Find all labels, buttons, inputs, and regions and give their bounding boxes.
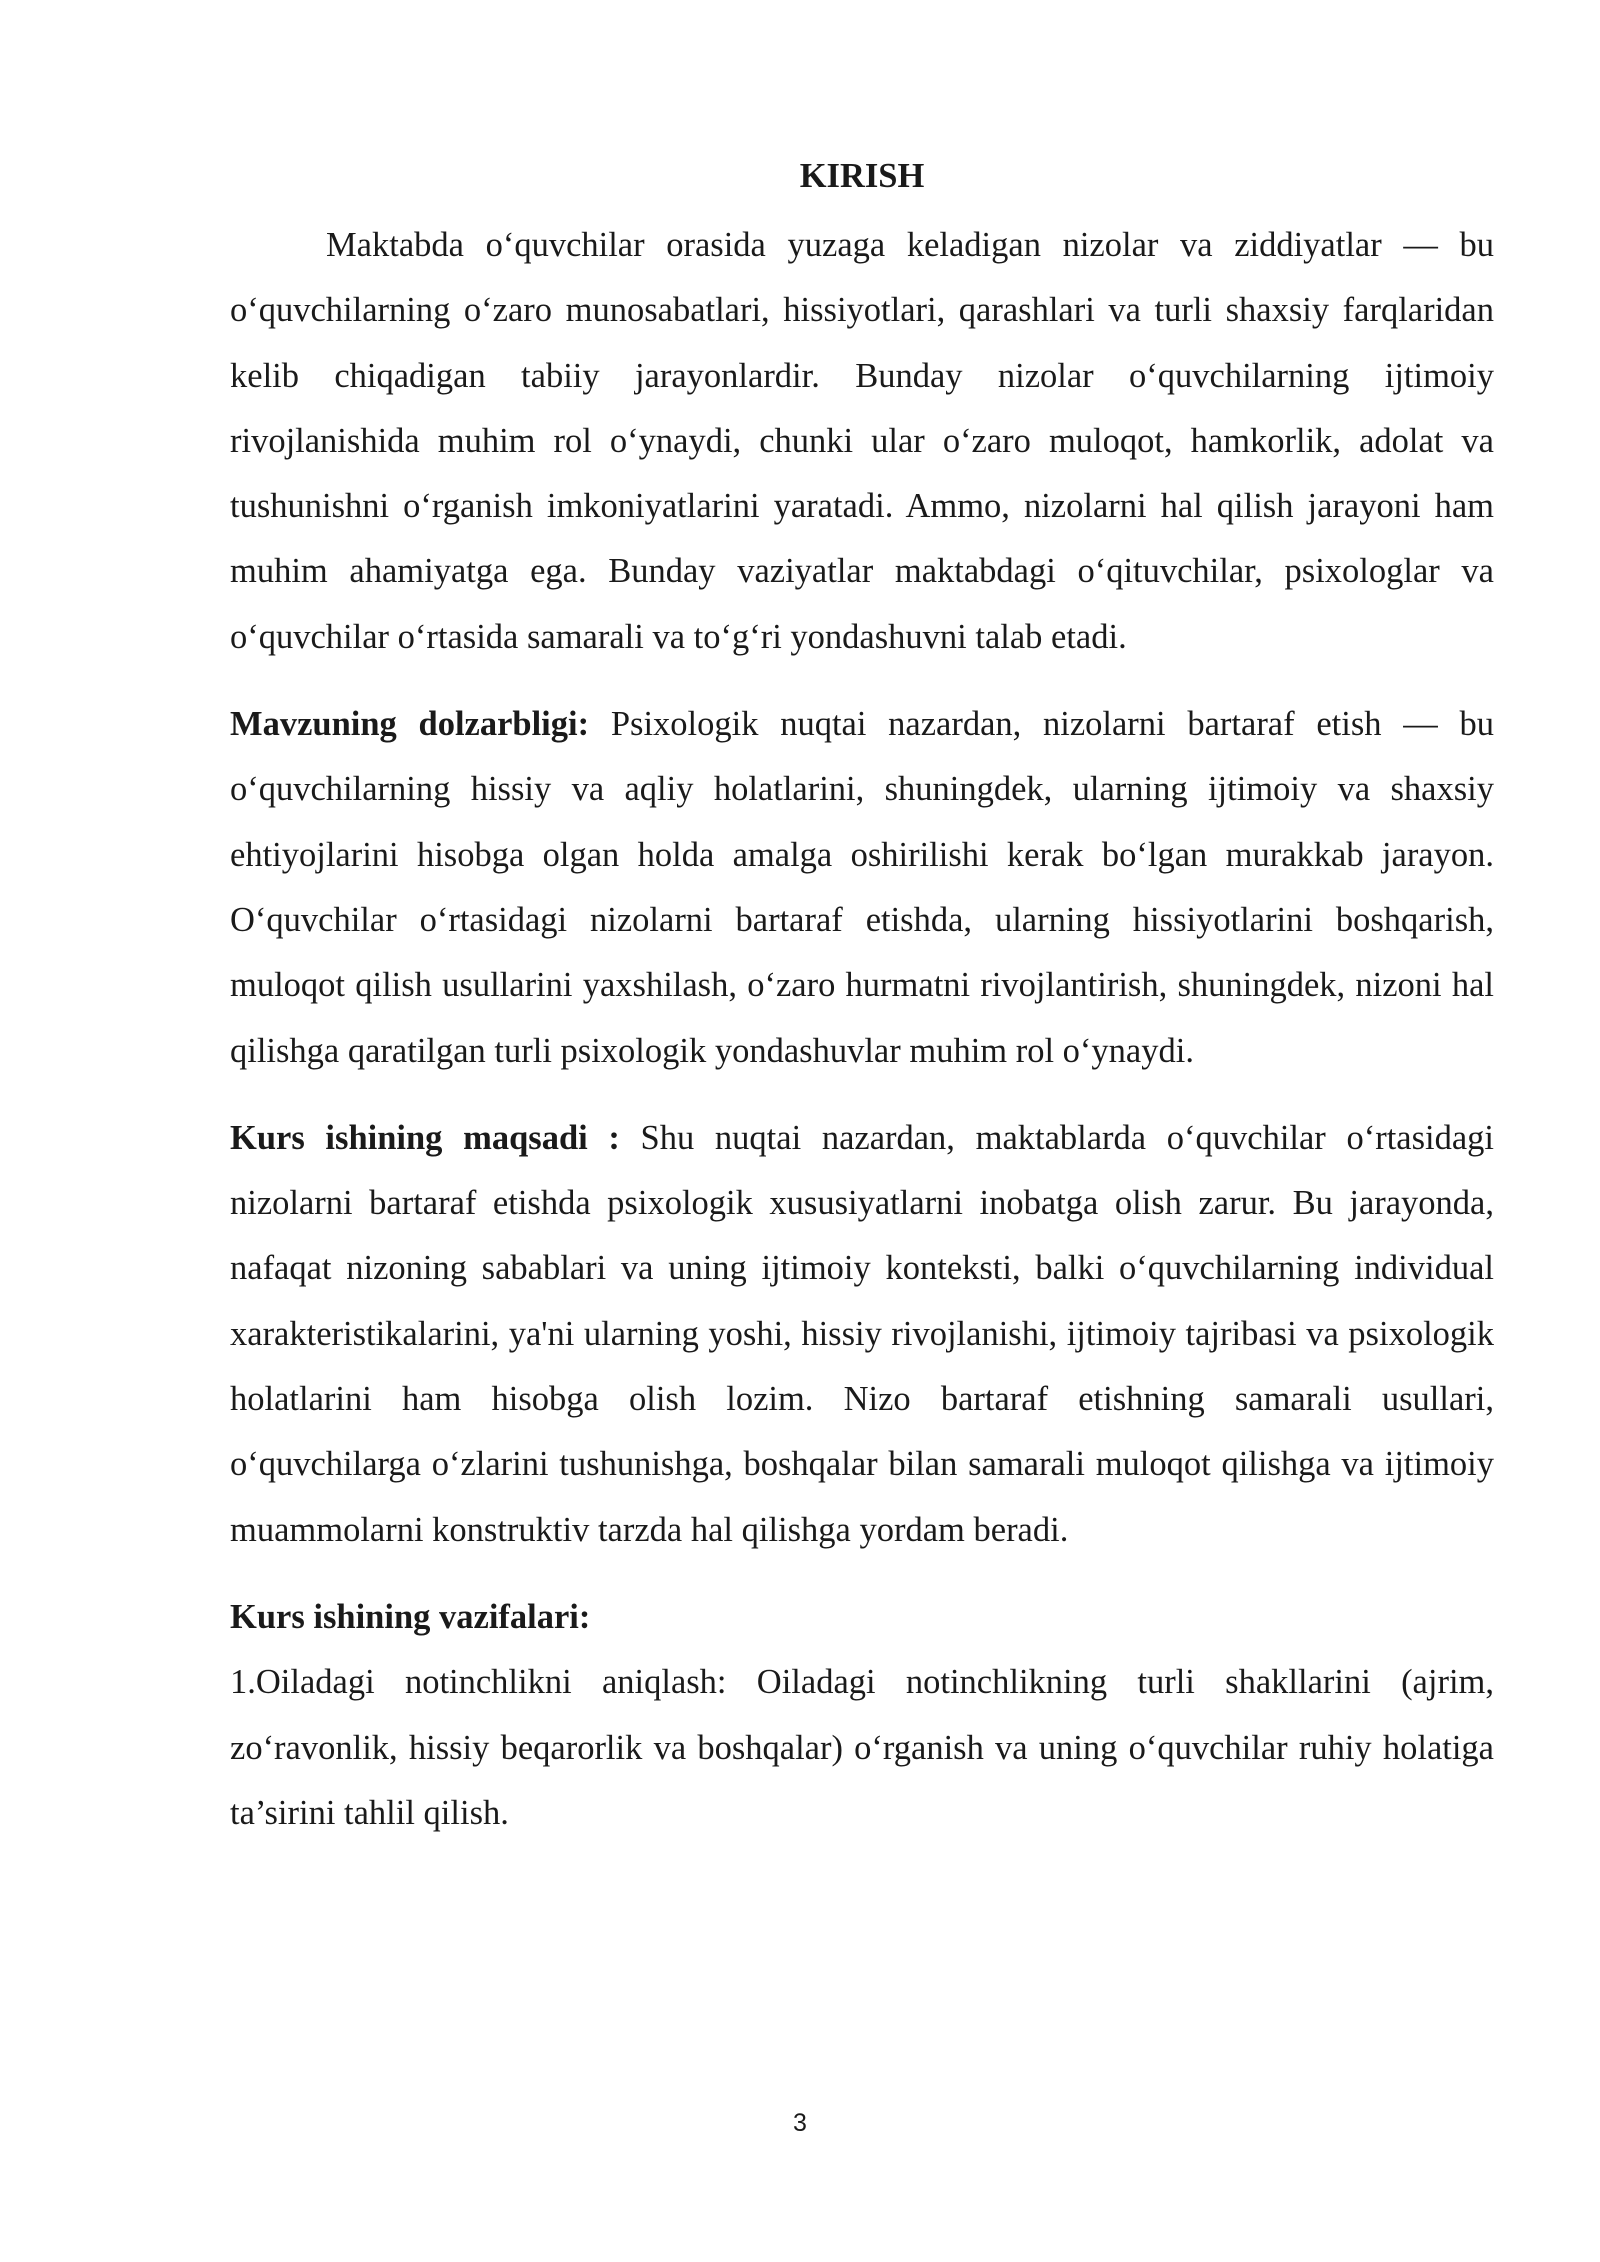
relevance-text: Psixologik nuqtai nazardan, nizolarni bartaraf etish — bu o‘quvchilarning hissiy va aqliy holatlarini, shuningdek, ularning ijtimoiy va shaxsiy ehtiyojlarini hisobga olgan holda amalga oshirilishi kerak bo‘lgan murakkab jarayon. O‘quvchilar o‘rtasidagi nizolarni bartaraf etishda, ularning hissiyotlarini boshqarish, muloqot qilish usullarini yaxshilash, o‘zaro hurmatni rivojlantirish, shuningdek, nizoni hal qilishga qaratilgan turli psixologik yondashuvlar muhim rol o‘ynaydi.	[230, 705, 1494, 1070]
relevance-label: Mavzuning dolzarbligi:	[230, 705, 590, 744]
tasks-heading: Kurs ishining vazifalari:	[230, 1597, 591, 1636]
page-number: 3	[793, 2109, 807, 2137]
page-content	[230, 148, 1494, 1868]
goal-paragraph	[230, 1106, 1494, 1563]
intro-paragraph: Maktabda o‘quvchilar orasida yuzaga keladigan nizolar va ziddiyatlar — bu o‘quvchilarning o‘zaro munosabatlari, hissiyotlari, qarashlari va turli shaxsiy farqlaridan kelib chiqadigan tabiiy jarayonlardir. Bunday nizolar o‘quvchilarning ijtimoiy rivojlanishida muhim rol o‘ynaydi, chunki ular o‘zaro muloqot, hamkorlik, adolat va tushunishni o‘rganish imkoniyatlarini yaratadi. Ammo, nizolarni hal qilish jarayoni ham muhim ahamiyatga ega. Bunday vaziyatlar maktabdagi o‘qituvchilar, psixologlar va o‘quvchilar o‘rtasida samarali va to‘g‘ri yondashuvni talab etadi.	[230, 226, 1494, 656]
relevance-paragraph	[230, 692, 1494, 1084]
goal-text: Shu nuqtai nazardan, maktablarda o‘quvchilar o‘rtasidagi nizolarni bartaraf etishda psixologik xususiyatlarni inobatga olish zarur. Bu jarayonda, nafaqat nizoning sabablari va uning ijtimoiy konteksti, balki o‘quvchilarning individual xarakteristikalarini, ya'ni ularning yoshi, hissiy rivojlanishi, ijtimoiy tajribasi va psixologik holatlarini ham hisobga olish lozim. Nizo bartaraf etishning samarali usullari, o‘quvchilarga o‘zlarini tushunishga, boshqalar bilan samarali muloqot qilishga va ijtimoiy muammolarni konstruktiv tarzda hal qilishga yordam beradi.	[230, 1118, 1495, 1549]
goal-label: Kurs ishining maqsadi :	[230, 1118, 620, 1157]
page-title: KIRISH	[799, 157, 925, 195]
task-item: 1.Oiladagi notinchlikni aniqlash: Oiladagi notinchlikning turli shakllarini (ajrim, zo‘ravonlik, hissiy beqarorlik va boshqalar) o‘rganish va uning o‘quvchilar ruhiy holatiga ta’sirini tahlil qilish.	[230, 1663, 1494, 1832]
